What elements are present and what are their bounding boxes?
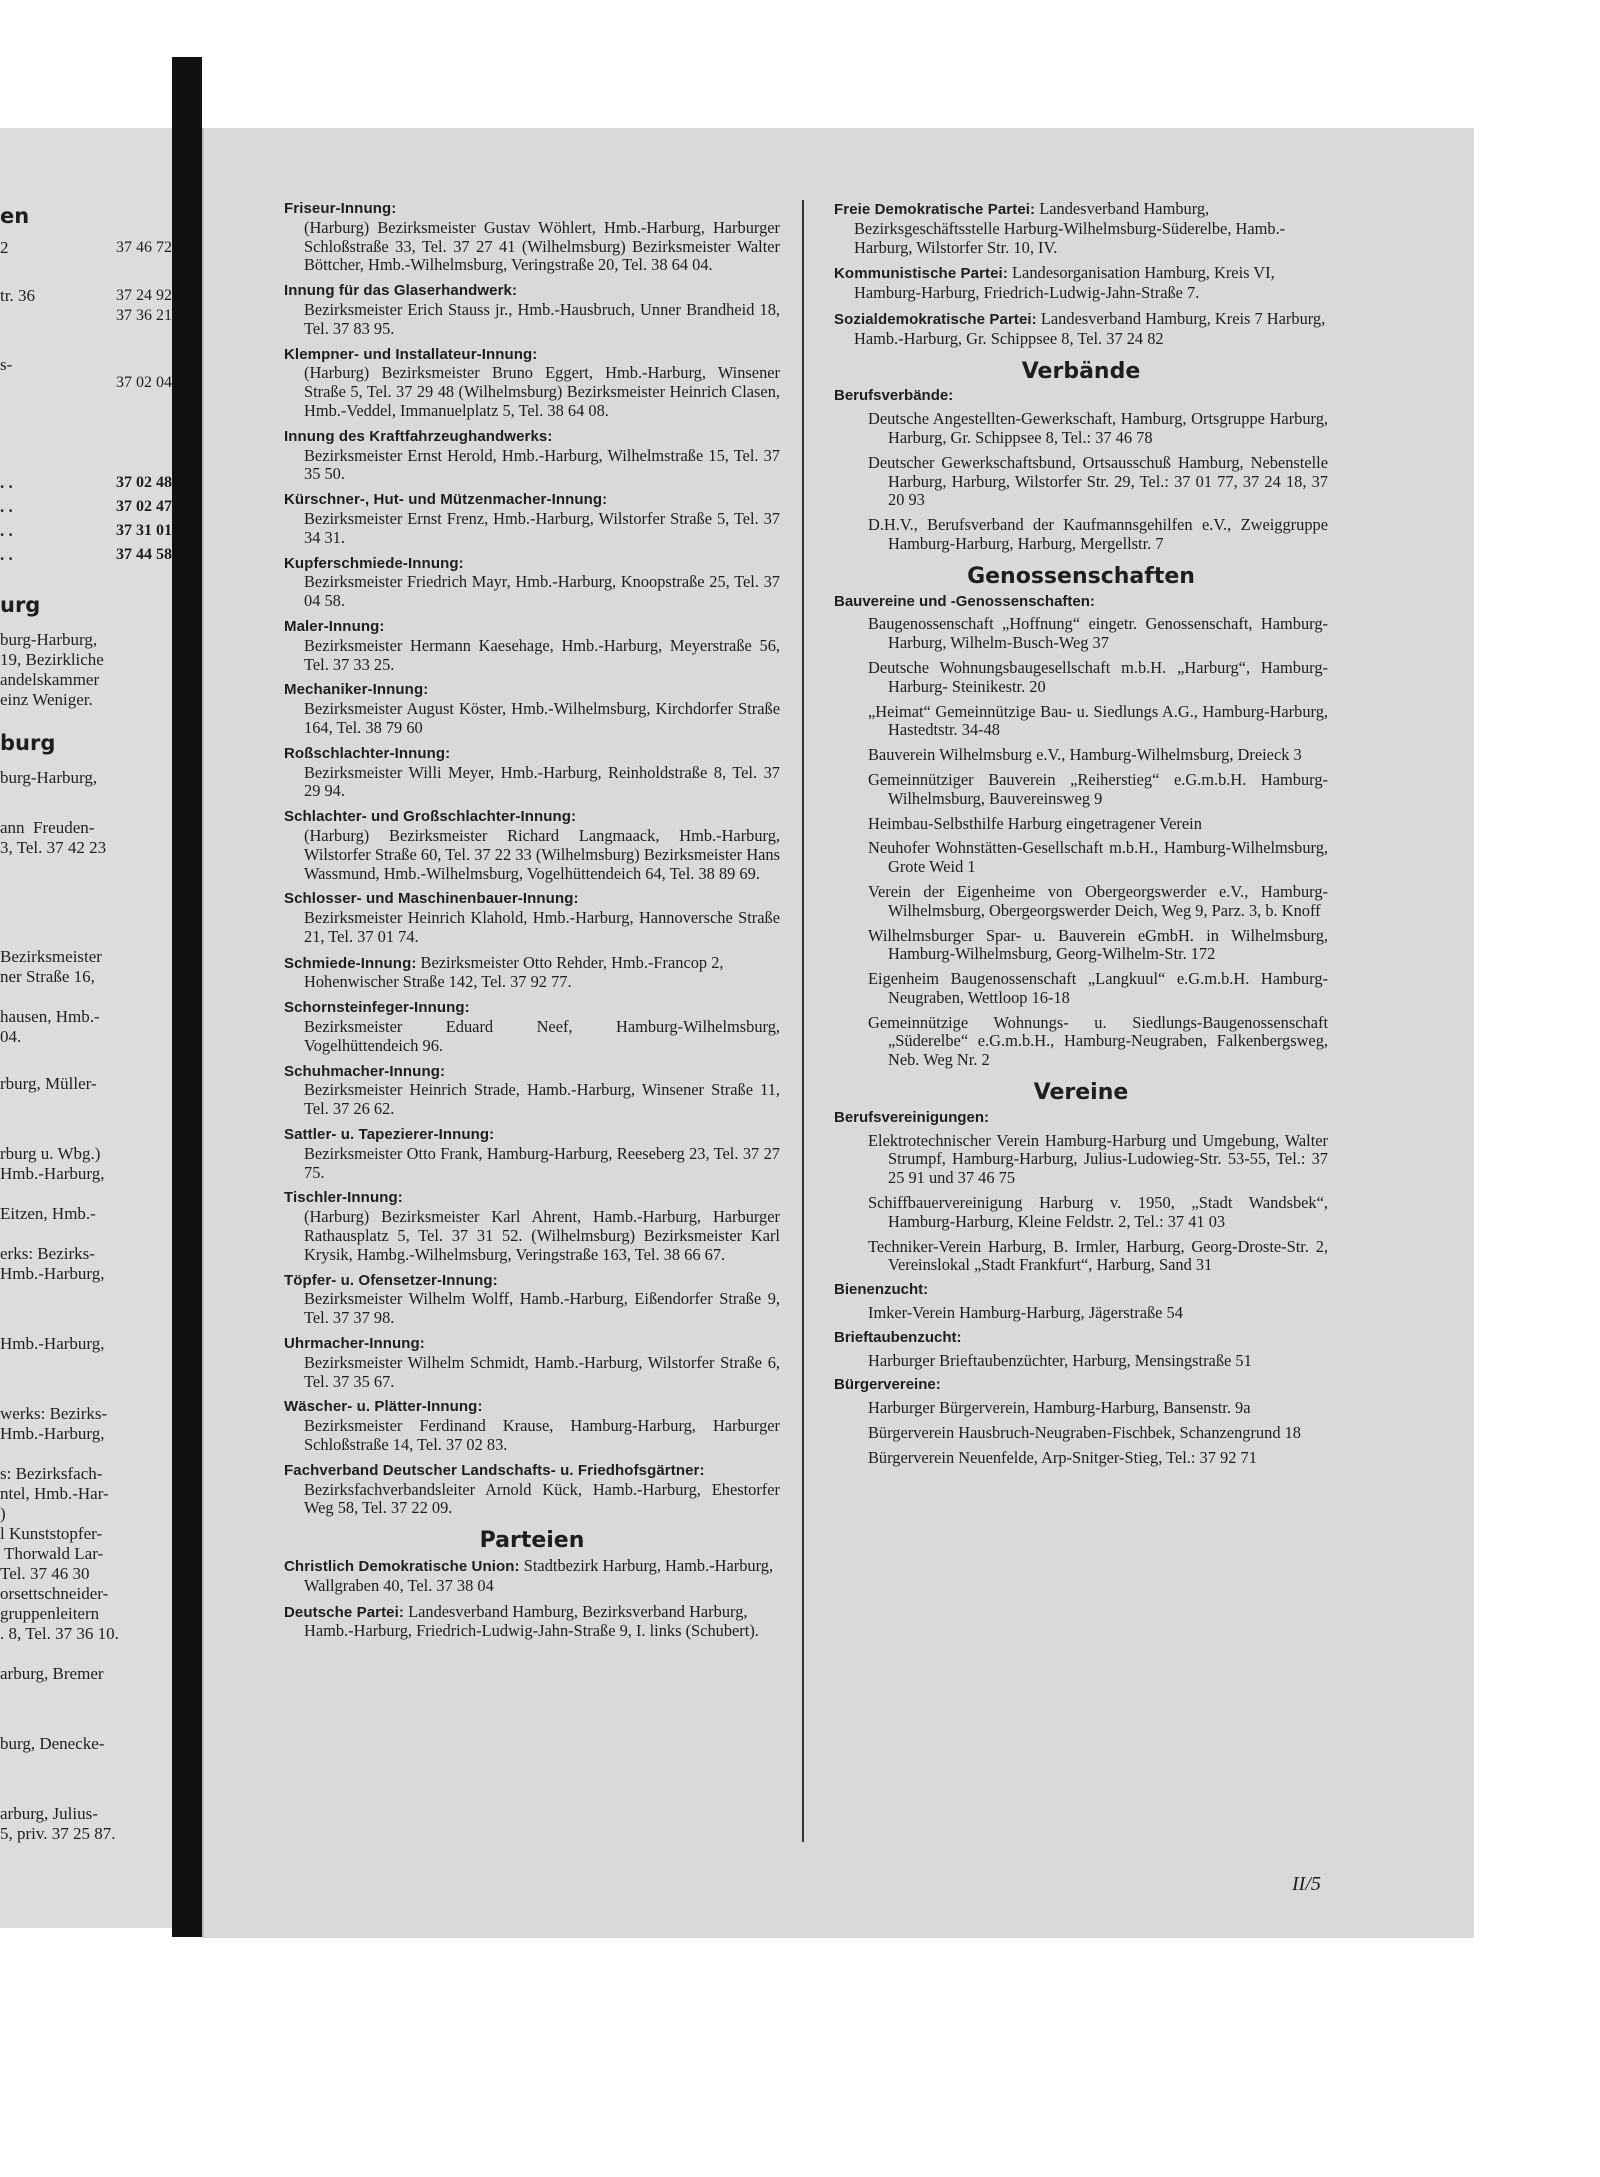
left-fragment-line: Hmb.-Harburg, — [0, 1424, 105, 1443]
directory-entry — [284, 1462, 780, 1518]
directory-entry — [284, 954, 780, 993]
left-fragment-line: hausen, Hmb.- — [0, 1007, 100, 1026]
directory-entry — [284, 1603, 780, 1642]
left-fragment-line: einz Weniger. — [0, 690, 93, 709]
left-fragment-line: ner Straße 16, — [0, 967, 95, 986]
subsection-heading: Berufsverbände: — [834, 387, 954, 405]
left-fragment-line: 19, Bezirkliche — [0, 650, 104, 669]
entry-details: Bezirksmeister Heinrich Strade, Hamb.-Harburg, Winsener Straße 11, Tel. 37 26 62. — [304, 1080, 780, 1119]
directory-entry — [834, 200, 1328, 257]
left-fragment-line: 3, Tel. 37 42 23 — [0, 838, 107, 857]
entry-name: Schlosser- und Maschinenbauer-Innung: — [284, 890, 579, 908]
left-fragment-line: ntel, Hmb.-Har- — [0, 1484, 109, 1503]
left-fragment-line: . . — [0, 497, 13, 516]
directory-item: Gemeinnützige Wohnungs- u. Siedlungs-Baugenossenschaft „Süderelbe“ e.G.m.b.H., Hamburg-Neugraben, Falkenbergsweg, Neb. Weg Nr. 2 — [868, 1012, 1328, 1070]
entry-details: Bezirksmeister Otto Rehder, Hmb.-Francop 2, Hohenwischer Straße 142, Tel. 37 92 77. — [304, 952, 724, 992]
left-fragment-line: andelskammer — [0, 670, 100, 689]
entry-details: Bezirksmeister Erich Stauss jr., Hmb.-Hausbruch, Unner Brandheid 18, Tel. 37 83 95. — [304, 299, 780, 338]
directory-item: Harburger Bürgerverein, Hamburg-Harburg, Bansenstr. 9a — [868, 1398, 1251, 1418]
subsection-heading: Berufsvereinigungen: — [834, 1108, 990, 1126]
entry-details: (Harburg) Bezirksmeister Bruno Eggert, Hmb.-Harburg, Winsener Straße 5, Tel. 37 29 48 (Wilhelmsburg) Bezirksmeister Heinrich Clasen, Hmb.-Veddel, Immanuelplatz 5, Tel. 38 64 08. — [304, 363, 780, 420]
entry-details: Landesverband Hamburg, Kreis 7 Harburg, Hamb.-Harburg, Gr. Schippsee 8, Tel. 37 24 82 — [854, 308, 1326, 348]
entry-details: Bezirksmeister Ernst Herold, Hmb.-Harburg, Wilhelmstraße 15, Tel. 37 35 50. — [304, 445, 780, 484]
left-fragment-line: erks: Bezirks- — [0, 1244, 95, 1263]
left-fragment-line: s: Bezirksfach- — [0, 1464, 103, 1483]
column-divider — [802, 200, 804, 1842]
left-fragment-line: Hmb.-Harburg, — [0, 1334, 105, 1353]
directory-entry — [284, 1398, 780, 1454]
entry-name: Sozialdemokratische Partei: — [834, 310, 1037, 328]
entry-details: Bezirksmeister Otto Frank, Hamburg-Harburg, Reeseberg 23, Tel. 37 27 75. — [304, 1143, 780, 1182]
column-right — [834, 200, 1328, 1474]
entry-details: Landesorganisation Hamburg, Kreis VI, Hamburg-Harburg, Friedrich-Ludwig-Jahn-Straße 7. — [854, 263, 1275, 303]
left-fragment-line: . 8, Tel. 37 36 10. — [0, 1624, 119, 1643]
left-fragment-phone: 37 24 92 — [116, 287, 172, 304]
entry-details: Landesverband Hamburg, Bezirksverband Harburg, Hamb.-Harburg, Friedrich-Ludwig-Jahn-Straße 9, I. links (Schubert). — [304, 1601, 759, 1641]
entry-details: Bezirksfachverbandsleiter Arnold Kück, Hamb.-Harburg, Ehestorfer Weg 58, Tel. 37 22 09. — [304, 1479, 780, 1518]
left-fragment-phone: 37 02 47 — [116, 498, 172, 515]
entry-name: Schuhmacher-Innung: — [284, 1062, 446, 1080]
entry-name: Freie Demokratische Partei: — [834, 201, 1036, 218]
entry-details: Bezirksmeister Hermann Kaesehage, Hmb.-Harburg, Meyerstraße 56, Tel. 37 33 25. — [304, 635, 780, 674]
directory-entry — [284, 999, 780, 1055]
directory-entry — [284, 555, 780, 611]
subsection-heading: Brieftaubenzucht: — [834, 1328, 962, 1346]
directory-entry — [284, 1272, 780, 1328]
directory-item: Deutsche Angestellten-Gewerkschaft, Hamburg, Ortsgruppe Harburg, Harburg, Gr. Schippsee 8, Tel.: 37 46 78 — [868, 409, 1328, 447]
column-left — [284, 200, 780, 1648]
entry-name: Tischler-Innung: — [284, 1189, 403, 1207]
left-fragment-line: . . — [0, 473, 13, 492]
directory-item: „Heimat“ Gemeinnützige Bau- u. Siedlungs A.G., Hamburg-Harburg, Hastedtstr. 34-48 — [868, 701, 1328, 740]
directory-entry — [284, 745, 780, 801]
directory-item: Schiffbauervereinigung Harburg v. 1950, „Stadt Wandsbek“, Hamburg-Harburg, Kleine Feldstr. 2, Tel.: 37 41 03 — [868, 1193, 1328, 1231]
left-fragment-line: Bezirksmeister — [0, 947, 102, 966]
entry-name: Kürschner-, Hut- und Mützenmacher-Innung: — [284, 491, 608, 509]
left-fragment-heading: urg — [0, 593, 41, 617]
directory-item: Baugenossenschaft „Hoffnung“ eingetr. Genossenschaft, Hamburg-Harburg, Wilhelm-Busch-Weg 37 — [868, 614, 1328, 653]
left-fragment-line: Tel. 37 46 30 — [0, 1564, 90, 1583]
left-fragment-line: rburg u. Wbg.) — [0, 1144, 101, 1163]
entry-name: Klempner- und Installateur-Innung: — [284, 345, 538, 363]
entry-name: Maler-Innung: — [284, 617, 385, 635]
directory-entry — [834, 310, 1328, 349]
entry-name: Schlachter- und Großschlachter-Innung: — [284, 808, 577, 826]
directory-entry — [284, 618, 780, 674]
entry-details: Landesverband Hamburg, Bezirksgeschäftsstelle Harburg-Wilhelmsburg-Süderelbe, Hamb.-Harburg, Wilstorfer Str. 10, IV. — [854, 199, 1286, 257]
directory-item: Deutscher Gewerkschaftsbund, Ortsausschuß Hamburg, Nebenstelle Harburg, Harburg, Wilstorfer Str. 29, Tel.: 37 01 77, 37 24 18, 37 20 93 — [868, 452, 1328, 510]
directory-entry — [284, 346, 780, 421]
section-heading: Genossenschaften — [967, 563, 1195, 589]
left-fragment-line: burg, Denecke- — [0, 1734, 105, 1753]
entry-details: (Harburg) Bezirksmeister Richard Langmaack, Hmb.-Harburg, Wilstorfer Straße 60, Tel. 37 22 33 (Wilhelmsburg) Bezirksmeister Hans Wassmund, Hmb.-Wilhelmsburg, Vogelhüttendeich 64, Tel. 38 89 69. — [304, 825, 780, 883]
entry-details: Bezirksmeister Eduard Neef, Hamburg-Wilhelmsburg, Vogelhüttendeich 96. — [304, 1017, 780, 1055]
left-fragment-line: orsettschneider- — [0, 1584, 109, 1603]
left-fragment-line: gruppenleitern — [0, 1604, 100, 1623]
entry-name: Schmiede-Innung: — [284, 954, 417, 972]
page-number: II/5 — [1292, 1873, 1321, 1895]
left-fragment-line: Hmb.-Harburg, — [0, 1264, 105, 1283]
left-fragment-line: 5, priv. 37 25 87. — [0, 1824, 116, 1843]
entry-details: Bezirksmeister Wilhelm Schmidt, Hamb.-Harburg, Wilstorfer Straße 6, Tel. 37 35 67. — [304, 1352, 780, 1391]
left-fragment-line: werks: Bezirks- — [0, 1404, 108, 1423]
entry-details: Bezirksmeister Heinrich Klahold, Hmb.-Harburg, Hannoversche Straße 21, Tel. 37 01 74. — [304, 908, 780, 946]
directory-item: Gemeinnütziger Bauverein „Reiherstieg“ e.G.m.b.H. Hamburg-Wilhelmsburg, Bauvereinsweg 9 — [868, 769, 1328, 808]
directory-entry — [284, 428, 780, 484]
entry-name: Roßschlachter-Innung: — [284, 744, 451, 762]
left-fragment-line: Thorwald Lar- — [0, 1544, 104, 1563]
left-fragment-phone: 37 46 72 — [116, 239, 172, 256]
directory-item: Bürgerverein Hausbruch-Neugraben-Fischbek, Schanzengrund 18 — [868, 1423, 1301, 1443]
entry-details: Bezirksmeister Ernst Frenz, Hmb.-Harburg, Wilstorfer Straße 5, Tel. 37 34 31. — [304, 508, 780, 547]
left-fragment-phone: 37 44 58 — [116, 546, 172, 563]
section-heading: Verbände — [1021, 358, 1141, 384]
entry-details: Bezirksmeister Ferdinand Krause, Hamburg-Harburg, Harburger Schloßstraße 14, Tel. 37 02 83. — [304, 1416, 780, 1455]
entry-details: (Harburg) Bezirksmeister Karl Ahrent, Hamb.-Harburg, Harburger Rathausplatz 5, Tel. 37 31 52. (Wilhelmsburg) Bezirksmeister Karl Krysik, Hambg.-Wilhelmsburg, Veringstraße 163, Tel. 38 66 67. — [304, 1207, 780, 1264]
entry-name: Wäscher- u. Plätter-Innung: — [284, 1398, 483, 1416]
directory-entry — [284, 681, 780, 737]
entry-name: Kommunistische Partei: — [834, 265, 1008, 283]
entry-details: (Harburg) Bezirksmeister Gustav Wöhlert, Hmb.-Harburg, Harburger Schloßstraße 33, Tel. 37 27 41 (Wilhelmsburg) Bezirksmeister Walter Böttcher, Hmb.-Wilhelmsburg, Veringstraße 20, Tel. 38 64 04. — [304, 217, 780, 275]
left-fragment-line: s- — [0, 355, 13, 374]
left-fragment-line: ) — [0, 1504, 6, 1523]
directory-item: Bürgerverein Neuenfelde, Arp-Snitger-Stieg, Tel.: 37 92 71 — [868, 1447, 1257, 1467]
directory-entry — [284, 1126, 780, 1182]
entry-name: Friseur-Innung: — [284, 200, 397, 217]
entry-details: Bezirksmeister Willi Meyer, Hmb.-Harburg, Reinholdstraße 8, Tel. 37 29 94. — [304, 762, 780, 801]
entry-name: Innung für das Glaserhandwerk: — [284, 282, 518, 300]
left-fragment-line: . . — [0, 545, 13, 564]
book-binding — [172, 57, 202, 1937]
directory-entry — [284, 1063, 780, 1119]
directory-item: Deutsche Wohnungsbaugesellschaft m.b.H. „Harburg“, Hamburg-Harburg- Steinikestr. 20 — [868, 657, 1328, 696]
directory-entry — [284, 1557, 780, 1596]
directory-item: D.H.V., Berufsverband der Kaufmannsgehilfen e.V., Zweiggruppe Hamburg-Harburg, Harburg, Mergellstr. 7 — [868, 515, 1328, 553]
left-fragment-line: burg-Harburg, — [0, 630, 98, 649]
subsection-heading: Bürgervereine: — [834, 1376, 941, 1394]
left-fragment-line: . . — [0, 521, 13, 540]
section-heading: Vereine — [1033, 1080, 1129, 1106]
directory-entry — [284, 1335, 780, 1391]
directory-item: Imker-Verein Hamburg-Harburg, Jägerstraße 54 — [868, 1303, 1183, 1323]
entry-name: Fachverband Deutscher Landschafts- u. Friedhofsgärtner: — [284, 1461, 705, 1479]
entry-name: Sattler- u. Tapezierer-Innung: — [284, 1126, 495, 1144]
directory-item: Heimbau-Selbsthilfe Harburg eingetragener Verein — [868, 813, 1202, 833]
subsection-heading: Bienenzucht: — [834, 1281, 929, 1299]
entry-name: Töpfer- u. Ofensetzer-Innung: — [284, 1271, 498, 1289]
directory-entry — [284, 808, 780, 883]
left-fragment-line: 2 — [0, 238, 9, 257]
directory-item: Verein der Eigenheime von Obergeorgswerder e.V., Hamburg-Wilhelmsburg, Obergeorgswerder Deich, Weg 9, Parz. 3, b. Knoff — [868, 881, 1328, 920]
directory-item: Harburger Brieftaubenzüchter, Harburg, Mensingstraße 51 — [868, 1350, 1252, 1370]
left-fragment-line: burg-Harburg, — [0, 768, 98, 787]
left-fragment-line: 04. — [0, 1027, 22, 1046]
entry-details: Stadtbezirk Harburg, Hamb.-Harburg, Wallgraben 40, Tel. 37 38 04 — [304, 1556, 774, 1595]
left-fragment-phone: 37 02 48 — [116, 474, 172, 491]
entry-name: Mechaniker-Innung: — [284, 681, 429, 699]
directory-item: Bauverein Wilhelmsburg e.V., Hamburg-Wilhelmsburg, Dreieck 3 — [868, 745, 1302, 765]
directory-item: Elektrotechnischer Verein Hamburg-Harburg und Umgebung, Walter Strumpf, Hamburg-Harburg, Julius-Ludowieg-Str. 53-55, Tel.: 37 25 91 und 37 46 75 — [868, 1130, 1328, 1188]
directory-item: Wilhelmsburger Spar- u. Bauverein eGmbH. in Wilhelmsburg, Hamburg-Wilhelmsburg, Georg-Wilhelm-Str. 172 — [868, 925, 1328, 964]
entry-name: Kupferschmiede-Innung: — [284, 554, 464, 572]
left-fragment-line: arburg, Bremer — [0, 1664, 104, 1683]
directory-entry — [284, 1189, 780, 1264]
left-page-fragment — [0, 128, 188, 1928]
directory-item: Techniker-Verein Harburg, B. Irmler, Harburg, Georg-Droste-Str. 2, Vereinslokal „Stadt Frankfurt“, Harburg, Sand 31 — [868, 1236, 1328, 1275]
section-heading: Parteien — [479, 1528, 585, 1554]
entry-details: Bezirksmeister Wilhelm Wolff, Hamb.-Harburg, Eißendorfer Straße 9, Tel. 37 37 98. — [304, 1289, 780, 1328]
entry-name: Christlich Demokratische Union: — [284, 1558, 520, 1575]
entry-details: Bezirksmeister Friedrich Mayr, Hmb.-Harburg, Knoopstraße 25, Tel. 37 04 58. — [304, 572, 780, 611]
entry-details: Bezirksmeister August Köster, Hmb.-Wilhelmsburg, Kirchdorfer Straße 164, Tel. 38 79 60 — [304, 699, 780, 737]
entry-name: Innung des Kraftfahrzeughandwerks: — [284, 427, 553, 445]
directory-entry — [284, 200, 780, 275]
entry-name: Uhrmacher-Innung: — [284, 1335, 425, 1353]
left-fragment-line: rburg, Müller- — [0, 1074, 97, 1093]
left-fragment-line: tr. 36 — [0, 286, 35, 305]
subsection-heading: Bauvereine und -Genossenschaften: — [834, 592, 1095, 610]
left-fragment-phone: 37 31 01 — [116, 522, 172, 539]
left-fragment-phone: 37 36 21 — [116, 307, 172, 324]
directory-entry — [284, 890, 780, 946]
entry-name: Deutsche Partei: — [284, 1603, 404, 1621]
left-fragment-heading: en — [0, 204, 30, 228]
directory-item: Eigenheim Baugenossenschaft „Langkuul“ e.G.m.b.H. Hamburg-Neugraben, Wettloop 16-18 — [868, 969, 1328, 1007]
entry-name: Schornsteinfeger-Innung: — [284, 999, 470, 1017]
left-fragment-heading: burg — [0, 731, 56, 755]
left-fragment-line: Eitzen, Hmb.- — [0, 1204, 96, 1223]
directory-item: Neuhofer Wohnstätten-Gesellschaft m.b.H., Hamburg-Wilhelmsburg, Grote Weid 1 — [868, 838, 1328, 877]
left-fragment-line: ann Freuden- — [0, 818, 95, 837]
directory-entry — [284, 491, 780, 547]
directory-entry — [284, 282, 780, 338]
left-fragment-line: Hmb.-Harburg, — [0, 1164, 105, 1183]
left-fragment-line: arburg, Julius- — [0, 1804, 98, 1823]
left-fragment-line: l Kunststopfer- — [0, 1524, 103, 1543]
left-fragment-phone: 37 02 04 — [116, 374, 172, 391]
directory-entry — [834, 264, 1328, 303]
